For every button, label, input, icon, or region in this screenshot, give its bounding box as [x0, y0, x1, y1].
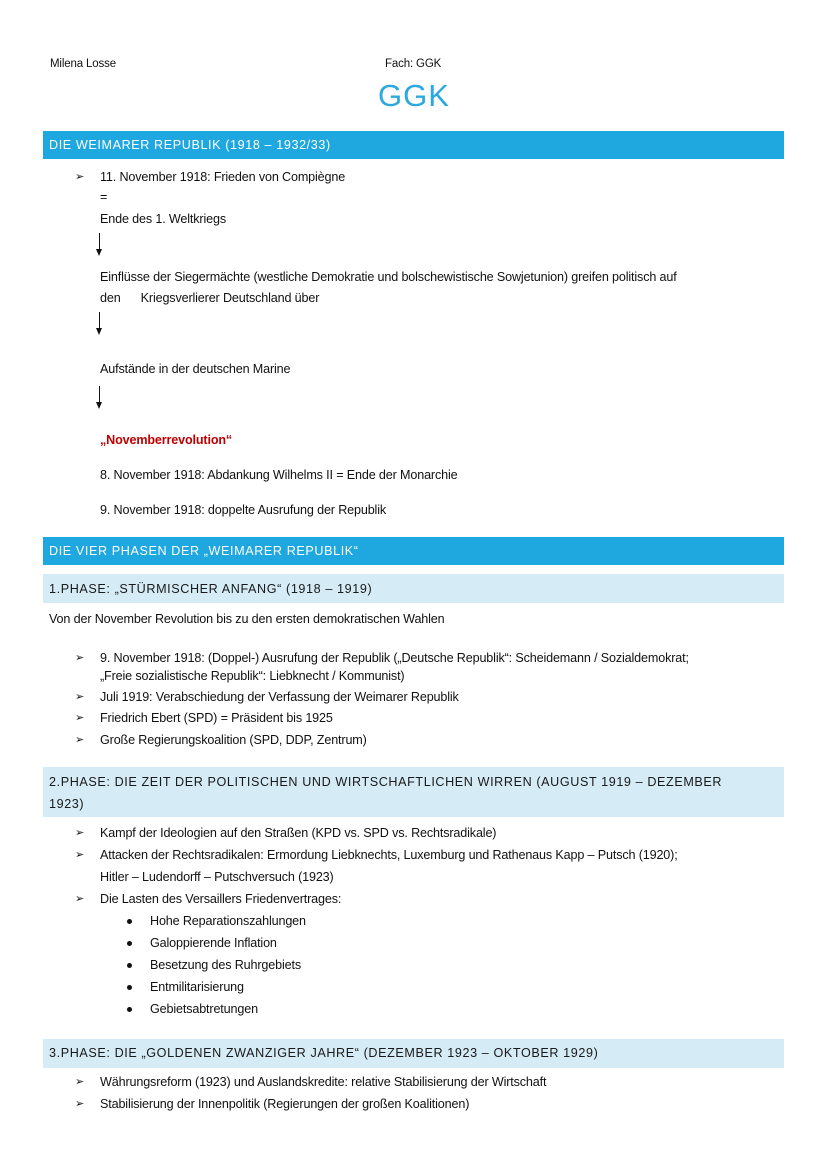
- text-line: 11. November 1918: Frieden von Compiègne: [100, 170, 346, 184]
- bullet-arrow-icon: ➢: [75, 712, 85, 724]
- text-line: Einflüsse der Siegermächte (westliche Demokratie und bolschewistische Sowjetunion) greifen politisch auf: [100, 270, 677, 284]
- phase2-heading: [43, 767, 784, 817]
- bullet-arrow-icon: ➢: [75, 691, 85, 703]
- phase2-heading-line1: 2.PHASE: DIE ZEIT DER POLITISCHEN UND WIRTSCHAFTLICHEN WIRREN (AUGUST 1919 – DEZEMBER: [49, 775, 723, 789]
- list-item: Große Regierungskoalition (SPD, DDP, Zentrum): [100, 733, 367, 747]
- text-line: Aufstände in der deutschen Marine: [100, 362, 291, 376]
- bullet-dot-icon: [127, 985, 132, 990]
- section-heading-vier-phasen: DIE VIER PHASEN DER „WEIMARER REPUBLIK“: [43, 537, 784, 565]
- phase1-intro: Von der November Revolution bis zu den ersten demokratischen Wahlen: [49, 612, 445, 626]
- bullet-arrow-icon: ➢: [75, 652, 85, 664]
- sub-list-item: Gebietsabtretungen: [150, 1002, 258, 1016]
- phase2-heading-line2: 1923): [49, 797, 85, 811]
- bullet-arrow-icon: ➢: [75, 827, 85, 839]
- author-name: Milena Losse: [50, 58, 116, 70]
- bullet-arrow-icon: ➢: [75, 893, 85, 905]
- list-item: Juli 1919: Verabschiedung der Verfassung der Weimarer Republik: [100, 690, 459, 704]
- list-item-continuation: Hitler – Ludendorff – Putschversuch (1923): [100, 870, 334, 884]
- bullet-arrow-icon: ➢: [75, 734, 85, 746]
- sub-list-item: Besetzung des Ruhrgebiets: [150, 958, 301, 972]
- text-line: Ende des 1. Weltkriegs: [100, 212, 226, 226]
- list-item-continuation: „Freie sozialistische Republik“: Liebknecht / Kommunist): [100, 669, 405, 683]
- bullet-arrow-icon: ➢: [75, 171, 85, 183]
- phase3-heading: 3.PHASE: DIE „GOLDENEN ZWANZIGER JAHRE“ (DEZEMBER 1923 – OKTOBER 1929): [43, 1039, 784, 1068]
- equals-sign: =: [100, 190, 108, 204]
- subject-label: Fach: GGK: [385, 58, 442, 70]
- text-line: 8. November 1918: Abdankung Wilhelms II = Ende der Monarchie: [100, 468, 458, 482]
- list-item: Kampf der Ideologien auf den Straßen (KPD vs. SPD vs. Rechtsradikale): [100, 826, 497, 840]
- sub-list-item: Entmilitarisierung: [150, 980, 244, 994]
- bullet-arrow-icon: ➢: [75, 1076, 85, 1088]
- bullet-dot-icon: [127, 941, 132, 946]
- text-line: 9. November 1918: doppelte Ausrufung der Republik: [100, 503, 386, 517]
- bullet-dot-icon: [127, 1007, 132, 1012]
- list-item: 9. November 1918: (Doppel-) Ausrufung der Republik („Deutsche Republik“: Scheidemann / Sozialdemokrat;: [100, 651, 689, 665]
- bullet-dot-icon: [127, 963, 132, 968]
- bullet-arrow-icon: ➢: [75, 849, 85, 861]
- list-item: Währungsreform (1923) und Auslandskredite: relative Stabilisierung der Wirtschaft: [100, 1075, 547, 1089]
- phase1-heading: 1.PHASE: „STÜRMISCHER ANFANG“ (1918 – 1919): [43, 574, 784, 603]
- section-heading-weimarer-republik: DIE WEIMARER REPUBLIK (1918 – 1932/33): [43, 131, 784, 159]
- bullet-arrow-icon: ➢: [75, 1098, 85, 1110]
- list-item: Attacken der Rechtsradikalen: Ermordung Liebknechts, Luxemburg und Rathenaus Kapp – Putsch (1920);: [100, 848, 678, 862]
- page-title: GGK: [378, 78, 450, 113]
- list-item: Die Lasten des Versaillers Friedenvertrages:: [100, 892, 342, 906]
- list-item: Stabilisierung der Innenpolitik (Regierungen der großen Koalitionen): [100, 1097, 470, 1111]
- novemberrevolution-label: „Novemberrevolution“: [100, 433, 233, 447]
- sub-list-item: Galoppierende Inflation: [150, 936, 277, 950]
- bullet-dot-icon: [127, 919, 132, 924]
- list-item: Friedrich Ebert (SPD) = Präsident bis 1925: [100, 711, 333, 725]
- text-line: den Kriegsverlierer Deutschland über: [100, 291, 320, 305]
- sub-list-item: Hohe Reparationszahlungen: [150, 914, 306, 928]
